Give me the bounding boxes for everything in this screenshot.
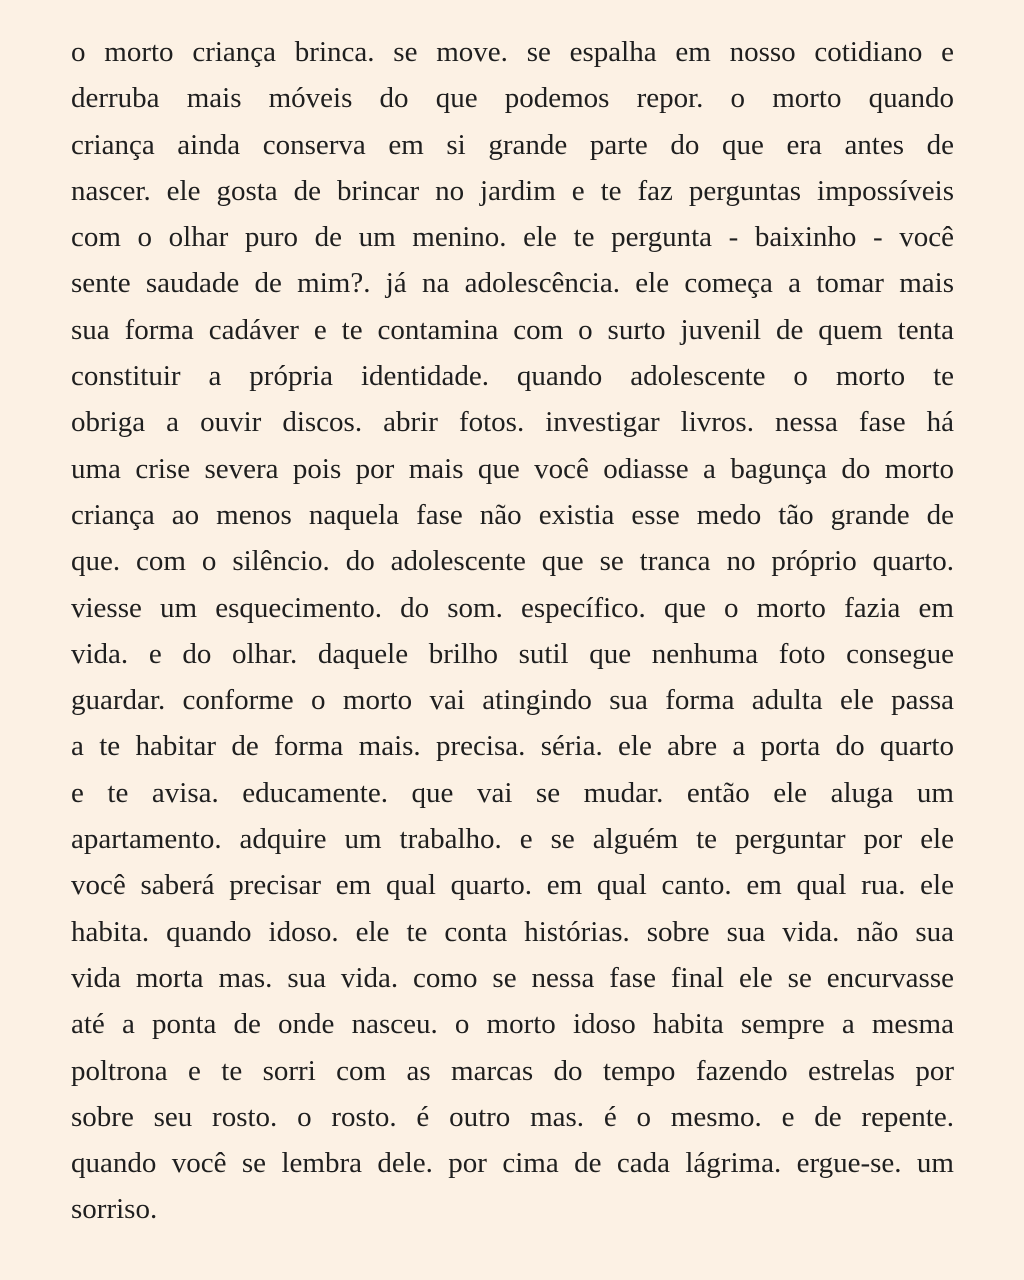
text-line: criança ao menos naquela fase não existia esse medo tão grande de <box>71 498 954 531</box>
text-line: sente saudade de mim?. já na adolescência. ele começa a tomar mais <box>71 267 954 300</box>
text-line: criança ainda conserva em si grande parte do que era antes de <box>71 128 954 161</box>
text-line: poltrona e te sorri com as marcas do tempo fazendo estrelas por <box>71 1054 954 1087</box>
text-line: guardar. conforme o morto vai atingindo sua forma adulta ele passa <box>71 684 954 717</box>
text-line: que. com o silêncio. do adolescente que se tranca no próprio quarto. <box>71 545 954 578</box>
text-line: quando você se lembra dele. por cima de cada lágrima. ergue-se. um <box>71 1147 954 1180</box>
text-line: habita. quando idoso. ele te conta histórias. sobre sua vida. não sua <box>71 915 954 948</box>
text-line: sorriso. <box>71 1193 158 1226</box>
text-line: e te avisa. educamente. que vai se mudar. então ele aluga um <box>71 776 954 809</box>
text-line: uma crise severa pois por mais que você odiasse a bagunça do morto <box>71 452 954 485</box>
text-line: sua forma cadáver e te contamina com o surto juvenil de quem tenta <box>71 313 954 346</box>
text-line: obriga a ouvir discos. abrir fotos. investigar livros. nessa fase há <box>71 406 954 439</box>
prose-paragraph <box>71 29 954 1233</box>
text-line: nascer. ele gosta de brincar no jardim e te faz perguntas impossíveis <box>71 174 954 207</box>
text-line: com o olhar puro de um menino. ele te pergunta - baixinho - você <box>71 221 954 254</box>
text-line: a te habitar de forma mais. precisa. séria. ele abre a porta do quarto <box>71 730 954 763</box>
text-line: até a ponta de onde nasceu. o morto idoso habita sempre a mesma <box>71 1008 954 1041</box>
text-line: vida. e do olhar. daquele brilho sutil que nenhuma foto consegue <box>71 637 954 670</box>
text-line: derruba mais móveis do que podemos repor. o morto quando <box>71 82 954 115</box>
text-line: você saberá precisar em qual quarto. em qual canto. em qual rua. ele <box>71 869 954 902</box>
text-line: apartamento. adquire um trabalho. e se alguém te perguntar por ele <box>71 823 954 856</box>
text-line: constituir a própria identidade. quando adolescente o morto te <box>71 360 954 393</box>
text-line: o morto criança brinca. se move. se espalha em nosso cotidiano e <box>71 36 954 68</box>
text-line: sobre seu rosto. o rosto. é outro mas. é o mesmo. e de repente. <box>71 1100 954 1133</box>
text-line: viesse um esquecimento. do som. específico. que o morto fazia em <box>71 591 954 624</box>
text-line: vida morta mas. sua vida. como se nessa fase final ele se encurvasse <box>71 961 954 994</box>
